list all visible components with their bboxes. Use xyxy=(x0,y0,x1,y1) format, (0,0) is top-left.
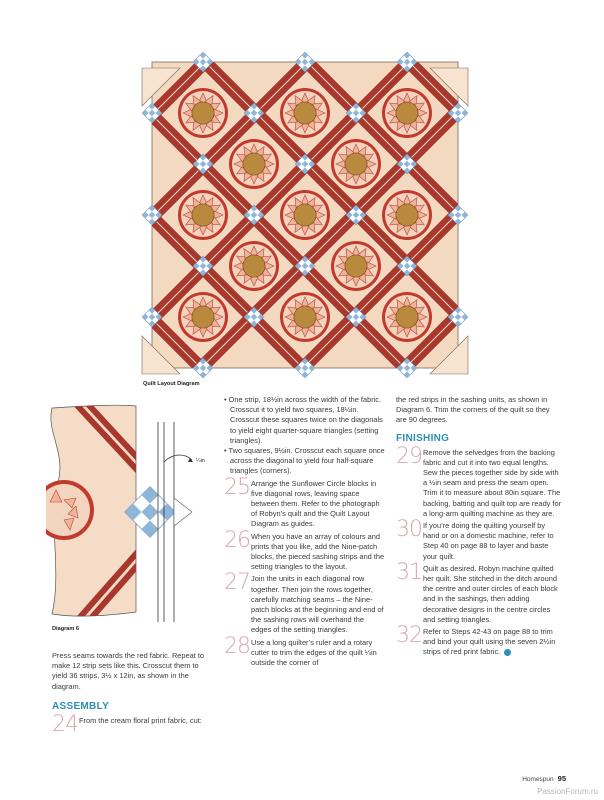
step-31 xyxy=(396,559,562,625)
step-30 xyxy=(396,517,562,562)
text-column-2 xyxy=(224,395,386,668)
cut-bullet-1: • One strip, 18½in across the width of the fabric. Crosscut it to yield two squares, 18½in. Crosscut these squares twice on the diagonals to yield eight quarter-square triangles (setting triangles). xyxy=(224,395,383,445)
quarter-inch-label: ¼in xyxy=(196,458,205,464)
continued-paragraph: the red strips in the sashing units, as shown in Diagram 6. Trim the corners of the quilt so they are 90 degrees. xyxy=(396,395,550,425)
assembly-heading: ASSEMBLY xyxy=(52,700,110,712)
page-footer xyxy=(522,774,566,783)
step-number: 32 xyxy=(396,623,422,649)
step-text: From the cream floral print fabric, cut: xyxy=(79,715,202,725)
quilt-layout-illustration xyxy=(140,52,470,378)
step-number: 28 xyxy=(224,633,250,659)
step-number: 27 xyxy=(224,570,250,596)
quilt-layout-diagram xyxy=(140,52,470,378)
step-number: 25 xyxy=(224,474,250,500)
step-27 xyxy=(224,570,386,635)
step-25 xyxy=(224,474,386,530)
text-column-1 xyxy=(52,651,214,737)
step-number: 24 xyxy=(52,711,78,737)
step-number: 29 xyxy=(396,443,422,469)
finishing-heading: FINISHING xyxy=(396,432,450,444)
step-29 xyxy=(396,443,562,519)
step-number: 31 xyxy=(396,559,422,585)
diagram-6-illustration xyxy=(46,402,216,624)
step-text: If you’re doing the quilting yourself by hand or on a domestic machine, refer to Step 40 on page 88 to layer and baste your quilt. xyxy=(423,521,554,561)
step-number: 26 xyxy=(224,527,250,553)
quilt-layout-caption: Quilt Layout Diagram xyxy=(143,381,200,387)
watermark: PassionForum.ru xyxy=(537,787,598,796)
diagram-6 xyxy=(46,402,216,624)
step-text: Quilt as desired. Robyn machine quilted her quilt. She stitched in the ditch around the centre and outer circles of each block and in the sashings, then adding decorative designs in the centre circles and setting triangles. xyxy=(423,563,558,624)
step-32 xyxy=(396,623,562,658)
page-number: 95 xyxy=(557,774,566,783)
step-text: Join the units in each diagonal row together. Then join the rows together, carefully matching seams – the Nine-patch blocks at the beginning and end of the sashing rows will overhand the edges of the setting triangles. xyxy=(251,574,384,635)
text-column-3 xyxy=(396,395,562,658)
step-24 xyxy=(52,711,214,737)
step-text: Refer to Steps 42-43 on page 88 to trim and bind your quilt using the seven 2½in strips of red print fabric. xyxy=(423,627,556,657)
step-text: When you have an array of colours and prints that you like, add the Nine-patch blocks, the pieced sashing strips and the setting triangles to the layout. xyxy=(251,531,385,572)
magazine-name: Homespun xyxy=(522,776,554,783)
step-text: Remove the selvedges from the backing fabric and cut it into two equal lengths. Sew the pieces together side by side with a ½in seam and press the seam open. Trim it to measure about 80in square. The backing, batting and quilt top are ready for a long-arm quilting machine as they are. xyxy=(423,447,562,518)
step-text: Use a long quilter’s ruler and a rotary cutter to trim the edges of the quilt ¼in outside the corner of xyxy=(251,637,377,668)
diagram-6-caption: Diagram 6 xyxy=(52,626,80,632)
step-text: Arrange the Sunflower Circle blocks in five diagonal rows, leaving space between them. Refer to the photograph of Robyn’s quilt and the Quilt Layout Diagram as guides. xyxy=(251,478,380,529)
step-28 xyxy=(224,633,386,669)
end-mark-icon xyxy=(504,649,511,656)
strip-sets-paragraph: Press seams towards the red fabric. Repeat to make 12 strip sets like this. Crosscut them to yield 36 strips, 3½ x 12in, as shown in the diagram. xyxy=(52,651,204,691)
step-26 xyxy=(224,527,386,573)
cut-bullet-2: • Two squares, 9½in. Crosscut each square once across the diagonal to yield four half-square triangles (corners). xyxy=(224,446,385,476)
step-number: 30 xyxy=(396,517,422,543)
